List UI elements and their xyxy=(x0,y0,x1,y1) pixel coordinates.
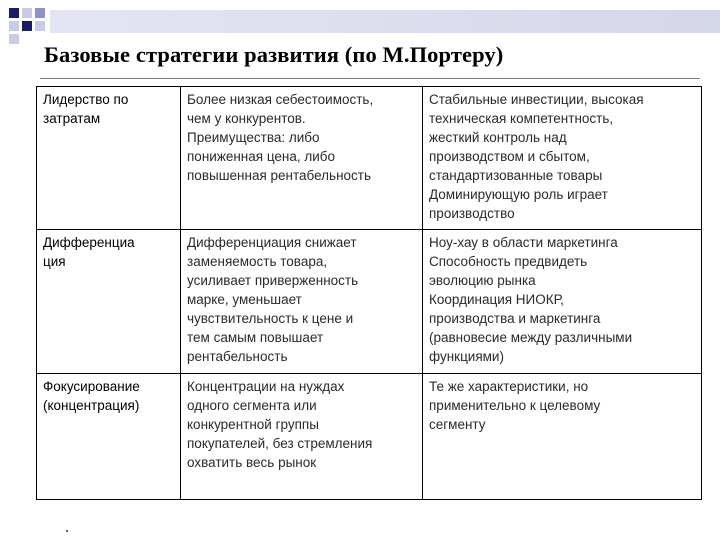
slide-title: Базовые стратегии развития (по М.Портеру) xyxy=(44,42,504,67)
cell-text-line: производства и маркетинга xyxy=(429,311,601,326)
cell-text-line: сегменту xyxy=(429,417,486,432)
cell-text-line: Концентрации на нуждах xyxy=(187,379,345,394)
table-row xyxy=(37,374,702,500)
cell-text-line: Преимущества: либо xyxy=(187,130,320,145)
cell-text-line: тем самым повышает xyxy=(187,330,324,345)
cell-text-line: чем у конкурентов. xyxy=(187,111,306,126)
essence-cell xyxy=(181,374,423,500)
cell-text-line: заменяемость товара, xyxy=(187,254,328,269)
cell-text-line: Координация НИОКР, xyxy=(429,292,564,307)
table-row xyxy=(37,87,702,230)
cell-text-line: Ноу-хау в области маркетинга xyxy=(429,235,618,250)
cell-text-line: Стабильные инвестиции, высокая xyxy=(429,92,644,107)
cell-text-line: затратам xyxy=(43,111,101,126)
cell-text-line: (концентрация) xyxy=(43,398,140,413)
stray-dot xyxy=(66,530,68,532)
decor-square xyxy=(35,8,45,18)
decor-square xyxy=(22,21,32,31)
cell-text-line: рентабельность xyxy=(187,349,288,364)
cell-text-line: конкурентной группы xyxy=(187,417,319,432)
strategies-table xyxy=(36,86,702,500)
cell-text-line: производством и сбытом, xyxy=(429,149,590,164)
cell-text-line: Более низкая себестоимость, xyxy=(187,92,374,107)
cell-text-line: марке, уменьшает xyxy=(187,292,302,307)
strategy-cell xyxy=(37,374,181,500)
decor-square xyxy=(9,21,19,31)
decor-square xyxy=(9,8,19,18)
cell-text-line: Дифференциа xyxy=(43,235,135,250)
decor-square xyxy=(35,21,45,31)
cell-text-line: применительно к целевому xyxy=(429,398,601,413)
requirements-cell xyxy=(423,87,702,230)
cell-text-line: Фокусирование xyxy=(43,379,140,394)
cell-text-line: Способность предвидеть xyxy=(429,254,588,269)
cell-text-line: производство xyxy=(429,206,515,221)
cell-text-line: функциями) xyxy=(429,349,504,364)
cell-text-line: (равновесие между различными xyxy=(429,330,633,345)
header-decoration xyxy=(0,0,720,42)
cell-text-line: стандартизованные товары xyxy=(429,168,603,183)
cell-text-line: покупателей, без стремления xyxy=(187,436,373,451)
cell-text-line: ция xyxy=(43,254,66,269)
title-underline xyxy=(40,78,700,79)
strategy-cell xyxy=(37,230,181,374)
cell-text-line: пониженная цена, либо xyxy=(187,149,336,164)
cell-text-line: одного сегмента или xyxy=(187,398,317,413)
cell-text-line: охватить весь рынок xyxy=(187,455,317,470)
decor-square xyxy=(22,8,32,18)
cell-text-line: Те же характеристики, но xyxy=(429,379,589,394)
cell-text-line: повышенная рентабельность xyxy=(187,168,372,183)
decor-square xyxy=(9,34,19,44)
essence-cell xyxy=(181,87,423,230)
decor-bar xyxy=(50,10,720,33)
cell-text-line: чувствительность к цене и xyxy=(187,311,354,326)
cell-text-line: жесткий контроль над xyxy=(429,130,567,145)
requirements-cell xyxy=(423,374,702,500)
cell-text-line: усиливает приверженность xyxy=(187,273,359,288)
requirements-cell xyxy=(423,230,702,374)
cell-text-line: Доминирующую роль играет xyxy=(429,187,608,202)
essence-cell xyxy=(181,230,423,374)
cell-text-line: эволюцию рынка xyxy=(429,273,536,288)
cell-text-line: техническая компетентность, xyxy=(429,111,614,126)
strategy-cell xyxy=(37,87,181,230)
table-row xyxy=(37,230,702,374)
cell-text-line: Дифференциация снижает xyxy=(187,235,357,250)
cell-text-line: Лидерство по xyxy=(43,92,129,107)
